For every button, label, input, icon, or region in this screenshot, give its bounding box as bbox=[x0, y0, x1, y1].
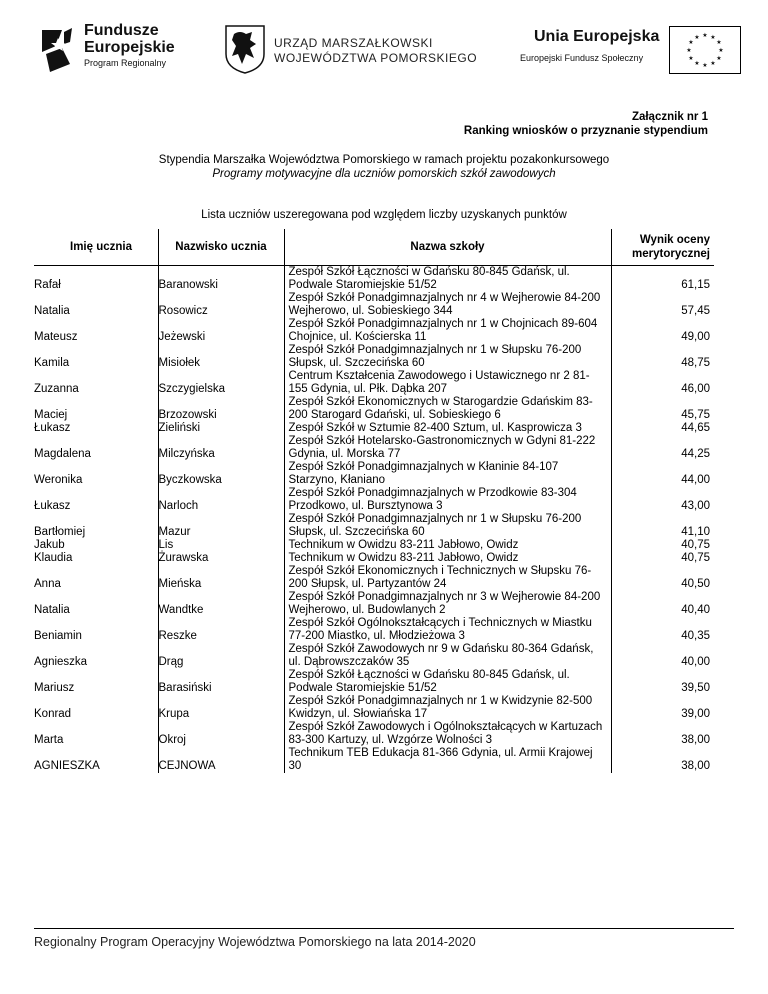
row-last-name: Narloch bbox=[158, 487, 284, 513]
row-last-name: Misiołek bbox=[158, 344, 284, 370]
row-school: Centrum Kształcenia Zawodowego i Ustawicznego nr 2 81-155 Gdynia, ul. Płk. Dąbka 207 bbox=[284, 370, 611, 396]
table-row bbox=[34, 487, 714, 513]
row-first-name: Weronika bbox=[34, 461, 158, 487]
row-school: Zespół Szkół Hotelarsko-Gastronomicznych w Gdyni 81-222 Gdynia, ul. Morska 77 bbox=[284, 435, 611, 461]
urzad-marszalkowski-logo bbox=[224, 24, 484, 80]
row-score: 40,75 bbox=[681, 552, 710, 564]
footer-divider bbox=[34, 928, 734, 929]
header-last-name: Nazwisko ucznia bbox=[158, 229, 284, 266]
row-last-name: Milczyńska bbox=[158, 435, 284, 461]
row-school: Zespół Szkół Ponadgimnazjalnych nr 1 w Kwidzynie 82-500 Kwidzyn, ul. Słowiańska 17 bbox=[284, 695, 611, 721]
row-last-name: Drąg bbox=[158, 643, 284, 669]
row-last-name: Byczkowska bbox=[158, 461, 284, 487]
table-row bbox=[34, 552, 714, 565]
ue-subtitle: Europejski Fundusz Społeczny bbox=[520, 53, 644, 63]
row-score: 57,45 bbox=[681, 305, 710, 317]
header-first-name: Imię ucznia bbox=[34, 229, 158, 266]
row-first-name: Magdalena bbox=[34, 435, 158, 461]
um-line1: URZĄD MARSZAŁKOWSKI bbox=[274, 36, 433, 50]
svg-text:★: ★ bbox=[710, 34, 716, 41]
row-first-name: Mariusz bbox=[34, 669, 158, 695]
row-score: 39,50 bbox=[681, 682, 710, 694]
fe-star-icon bbox=[36, 24, 76, 76]
row-last-name: Wandtke bbox=[158, 591, 284, 617]
row-score: 40,35 bbox=[681, 630, 710, 642]
row-score: 61,15 bbox=[681, 279, 710, 291]
row-last-name: Żurawska bbox=[158, 552, 284, 565]
eu-flag-icon bbox=[669, 26, 741, 74]
annex-line2: Ranking wniosków o przyznanie stypendium bbox=[463, 125, 708, 137]
page-header bbox=[0, 18, 768, 88]
row-school: Zespół Szkół Ponadgimnazjalnych nr 1 w Słupsku 76-200 Słupsk, ul. Szczecińska 60 bbox=[284, 513, 611, 539]
row-school: Zespół Szkół Łączności w Gdańsku 80-845 Gdańsk, ul. Podwale Staromiejskie 51/52 bbox=[284, 669, 611, 695]
table-header-row bbox=[34, 229, 714, 266]
footer-text: Regionalny Program Operacyjny Województwa Pomorskiego na lata 2014-2020 bbox=[34, 935, 476, 949]
row-first-name: Natalia bbox=[34, 292, 158, 318]
row-score: 44,00 bbox=[681, 474, 710, 486]
ue-title: Unia Europejska bbox=[534, 28, 660, 45]
table-row bbox=[34, 292, 714, 318]
fe-line2: Europejskie bbox=[84, 39, 175, 56]
row-first-name: Marta bbox=[34, 721, 158, 747]
row-last-name: Szczygielska bbox=[158, 370, 284, 396]
row-last-name: Okroj bbox=[158, 721, 284, 747]
table-row bbox=[34, 344, 714, 370]
row-school: Zespół Szkół Zawodowych i Ogólnokształcących w Kartuzach 83-300 Kartuzy, ul. Wzgórze Wolności 3 bbox=[284, 721, 611, 747]
row-school: Zespół Szkół Ekonomicznych i Technicznych w Słupsku 76-200 Słupsk, ul. Partyzantów 24 bbox=[284, 565, 611, 591]
table-row bbox=[34, 422, 714, 435]
row-school: Zespół Szkół w Sztumie 82-400 Sztum, ul. Kasprowicza 3 bbox=[284, 422, 611, 435]
row-last-name: Baranowski bbox=[158, 266, 284, 293]
um-line2: WOJEWÓDZTWA POMORSKIEGO bbox=[274, 51, 478, 65]
row-first-name: Łukasz bbox=[34, 422, 158, 435]
row-score: 41,10 bbox=[681, 526, 710, 538]
row-first-name: AGNIESZKA bbox=[34, 747, 158, 773]
svg-text:★: ★ bbox=[702, 62, 708, 69]
row-first-name: Kamila bbox=[34, 344, 158, 370]
row-school: Zespół Szkół Ogólnokształcących i Technicznych w Miastku 77-200 Miastko, ul. Młodzieżowa 3 bbox=[284, 617, 611, 643]
table-row bbox=[34, 747, 714, 773]
table-row bbox=[34, 539, 714, 552]
row-last-name: Krupa bbox=[158, 695, 284, 721]
row-last-name: Barasiński bbox=[158, 669, 284, 695]
row-last-name: Brzozowski bbox=[158, 396, 284, 422]
row-score: 44,25 bbox=[681, 448, 710, 460]
svg-text:★: ★ bbox=[710, 60, 716, 67]
intro-line1: Stypendia Marszałka Województwa Pomorskiego w ramach projektu pozakonkursowego bbox=[158, 154, 610, 166]
row-last-name: Reszke bbox=[158, 617, 284, 643]
table-row bbox=[34, 617, 714, 643]
header-school: Nazwa szkoły bbox=[284, 229, 611, 266]
row-first-name: Beniamin bbox=[34, 617, 158, 643]
svg-text:★: ★ bbox=[716, 55, 722, 62]
row-first-name: Klaudia bbox=[34, 552, 158, 565]
row-school: Zespół Szkół Ponadgimnazjalnych w Przodkowie 83-304 Przodkowo, ul. Bursztynowa 3 bbox=[284, 487, 611, 513]
table-row bbox=[34, 461, 714, 487]
row-first-name: Łukasz bbox=[34, 487, 158, 513]
row-first-name: Jakub bbox=[34, 539, 158, 552]
row-score: 48,75 bbox=[681, 357, 710, 369]
row-score: 40,75 bbox=[681, 539, 710, 551]
row-school: Technikum w Owidzu 83-211 Jabłowo, Owidz bbox=[284, 539, 611, 552]
row-first-name: Natalia bbox=[34, 591, 158, 617]
row-school: Technikum TEB Edukacja 81-366 Gdynia, ul. Armii Krajowej 30 bbox=[284, 747, 611, 773]
list-title: Lista uczniów uszeregowana pod względem liczby uzyskanych punktów bbox=[201, 209, 567, 221]
svg-text:★: ★ bbox=[694, 34, 700, 41]
row-last-name: CEJNOWA bbox=[158, 747, 284, 773]
table-row bbox=[34, 591, 714, 617]
row-school: Zespół Szkół Ekonomicznych w Starogardzie Gdańskim 83-200 Starogard Gdański, ul. Sobieskiego 6 bbox=[284, 396, 611, 422]
ranking-table-body bbox=[34, 266, 714, 774]
svg-text:★: ★ bbox=[686, 47, 692, 54]
table-row bbox=[34, 370, 714, 396]
fe-line3: Program Regionalny bbox=[84, 58, 167, 68]
row-school: Zespół Szkół Ponadgimnazjalnych nr 4 w Wejherowie 84-200 Wejherowo, ul. Sobieskiego 344 bbox=[284, 292, 611, 318]
row-score: 45,75 bbox=[681, 409, 710, 421]
row-last-name: Jeżewski bbox=[158, 318, 284, 344]
row-first-name: Maciej bbox=[34, 396, 158, 422]
table-row bbox=[34, 396, 714, 422]
row-first-name: Agnieszka bbox=[34, 643, 158, 669]
svg-text:★: ★ bbox=[702, 32, 708, 39]
row-school: Zespół Szkół Ponadgimnazjalnych w Kłaninie 84-107 Starzyno, Kłaniano bbox=[284, 461, 611, 487]
row-first-name: Anna bbox=[34, 565, 158, 591]
svg-text:★: ★ bbox=[694, 60, 700, 67]
fe-line1: Fundusze bbox=[84, 22, 159, 39]
ranking-table bbox=[34, 229, 714, 773]
row-first-name: Rafał bbox=[34, 266, 158, 293]
table-row bbox=[34, 318, 714, 344]
table-row bbox=[34, 643, 714, 669]
row-score: 40,50 bbox=[681, 578, 710, 590]
unia-europejska-logo bbox=[520, 26, 740, 82]
row-score: 39,00 bbox=[681, 708, 710, 720]
row-last-name: Mieńska bbox=[158, 565, 284, 591]
table-row bbox=[34, 695, 714, 721]
row-score: 44,65 bbox=[681, 422, 710, 434]
table-row bbox=[34, 513, 714, 539]
svg-text:★: ★ bbox=[718, 47, 724, 54]
intro-text bbox=[0, 153, 768, 181]
intro-line2: Programy motywacyjne dla uczniów pomorskich szkół zawodowych bbox=[212, 168, 556, 180]
row-score: 43,00 bbox=[681, 500, 710, 512]
svg-text:★: ★ bbox=[688, 39, 694, 46]
annex-line1: Załącznik nr 1 bbox=[631, 111, 708, 123]
row-last-name: Mazur bbox=[158, 513, 284, 539]
row-score: 49,00 bbox=[681, 331, 710, 343]
header-score: Wynik oceny merytorycznej bbox=[611, 229, 714, 266]
griffin-crest-icon bbox=[224, 24, 266, 74]
row-score: 40,00 bbox=[681, 656, 710, 668]
table-row bbox=[34, 435, 714, 461]
row-school: Zespół Szkół Ponadgimnazjalnych nr 1 w Słupsku 76-200 Słupsk, ul. Szczecińska 60 bbox=[284, 344, 611, 370]
row-school: Zespół Szkół Łączności w Gdańsku 80-845 Gdańsk, ul. Podwale Staromiejskie 51/52 bbox=[284, 266, 611, 293]
row-first-name: Bartłomiej bbox=[34, 513, 158, 539]
annex-heading bbox=[464, 110, 708, 138]
row-school: Technikum w Owidzu 83-211 Jabłowo, Owidz bbox=[284, 552, 611, 565]
row-first-name: Mateusz bbox=[34, 318, 158, 344]
table-row bbox=[34, 565, 714, 591]
row-score: 38,00 bbox=[681, 760, 710, 772]
row-last-name: Rosowicz bbox=[158, 292, 284, 318]
row-last-name: Zieliński bbox=[158, 422, 284, 435]
table-row bbox=[34, 721, 714, 747]
row-score: 38,00 bbox=[681, 734, 710, 746]
row-first-name: Konrad bbox=[34, 695, 158, 721]
row-school: Zespół Szkół Ponadgimnazjalnych nr 3 w Wejherowie 84-200 Wejherowo, ul. Budowlanych 2 bbox=[284, 591, 611, 617]
row-first-name: Zuzanna bbox=[34, 370, 158, 396]
row-school: Zespół Szkół Ponadgimnazjalnych nr 1 w Chojnicach 89-604 Chojnice, ul. Kościerska 11 bbox=[284, 318, 611, 344]
row-school: Zespół Szkół Zawodowych nr 9 w Gdańsku 80-364 Gdańsk, ul. Dąbrowszczaków 35 bbox=[284, 643, 611, 669]
row-last-name: Lis bbox=[158, 539, 284, 552]
row-score: 46,00 bbox=[681, 383, 710, 395]
fundusze-europejskie-logo bbox=[36, 22, 186, 82]
svg-text:★: ★ bbox=[716, 39, 722, 46]
svg-text:★: ★ bbox=[688, 55, 694, 62]
table-row bbox=[34, 266, 714, 293]
table-row bbox=[34, 669, 714, 695]
row-score: 40,40 bbox=[681, 604, 710, 616]
